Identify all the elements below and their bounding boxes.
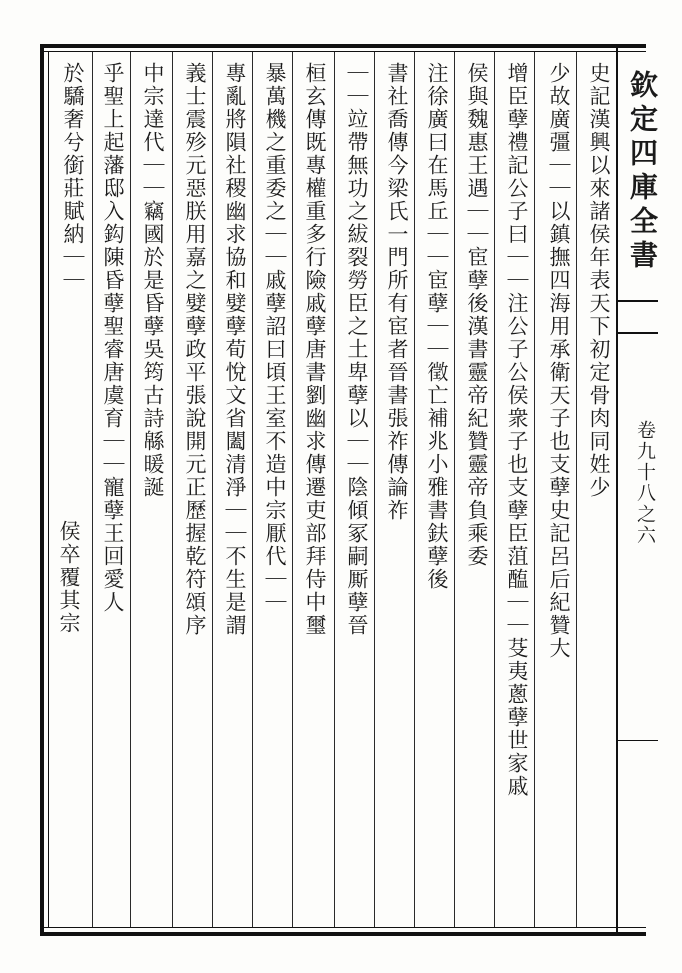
column-divider [334, 52, 335, 927]
column-divider [454, 52, 455, 927]
text-column: 書社喬傳今梁氏一門所有宦者晉書張祚傳論祚 [385, 62, 409, 522]
column-divider [172, 52, 173, 927]
text-column: 侯卒覆其宗 [57, 520, 81, 635]
page-frame-right [616, 48, 618, 932]
text-column: 少故廣彊｜｜以鎮撫四海用承衛天子也支孽史記呂后紀贊大 [547, 62, 571, 660]
column-divider [212, 52, 213, 927]
page-frame-left-inner [48, 51, 49, 928]
text-column: 中宗達代｜｜竊國於是昏孽吳筠古詩緜暖誕 [141, 62, 165, 499]
text-column: 桓玄傳既專權重多行險戚孽唐書劉幽求傳遷吏部拜侍中璽 [303, 62, 327, 637]
margin-rule [618, 740, 658, 741]
column-divider [130, 52, 131, 927]
text-column: ｜｜竝帶無功之紱裂勞臣之土卑孽以｜｜陰傾冢嗣厮孽晉 [345, 62, 369, 637]
text-column: 專亂將隕社稷幽求協和嬖孽荀悅文省闔清淨｜｜不生是謂 [223, 62, 247, 637]
column-divider [374, 52, 375, 927]
text-column: 侯與魏惠王遇｜｜宦孽後漢書靈帝紀贊靈帝負乘委 [465, 62, 489, 568]
column-divider [414, 52, 415, 927]
page-frame-bottom-inner [40, 927, 646, 928]
volume-label: 卷九十八之六 [634, 420, 656, 546]
page-frame-left [40, 44, 44, 936]
book-title: 欽定四庫全書 [626, 70, 659, 274]
column-divider [534, 52, 535, 927]
fishtail-mark [618, 300, 658, 334]
text-column: 暴萬機之重委之｜｜戚孽詔曰頃王室不造中宗厭代｜｜ [263, 62, 287, 614]
text-column: 義士震殄元惡朕用嘉之嬖孽政平張說開元正歷握乾符頌序 [183, 62, 207, 637]
text-column: 注徐廣曰在馬丘｜｜宦孽｜｜徵亡補兆小雅書鈇孽後 [425, 62, 449, 591]
column-divider [494, 52, 495, 927]
column-divider [92, 52, 93, 927]
text-column: 乎聖上起藩邸入鈎陳昏孽聖睿唐虞育｜｜寵孽王回愛人 [101, 62, 125, 614]
text-column: 增臣孽禮記公子曰｜｜注公子公侯衆子也支孽臣菹醢｜｜芟夷蔥孽世家戚 [505, 62, 529, 798]
page-frame-bottom [40, 932, 646, 936]
column-divider [252, 52, 253, 927]
column-divider [576, 52, 577, 927]
text-column: 於驕奢兮銜莊賦納｜｜ [61, 62, 85, 292]
text-column: 史記漢興以來諸侯年表天下初定骨肉同姓少 [587, 62, 611, 499]
column-divider [292, 52, 293, 927]
page-frame-top [40, 44, 646, 48]
